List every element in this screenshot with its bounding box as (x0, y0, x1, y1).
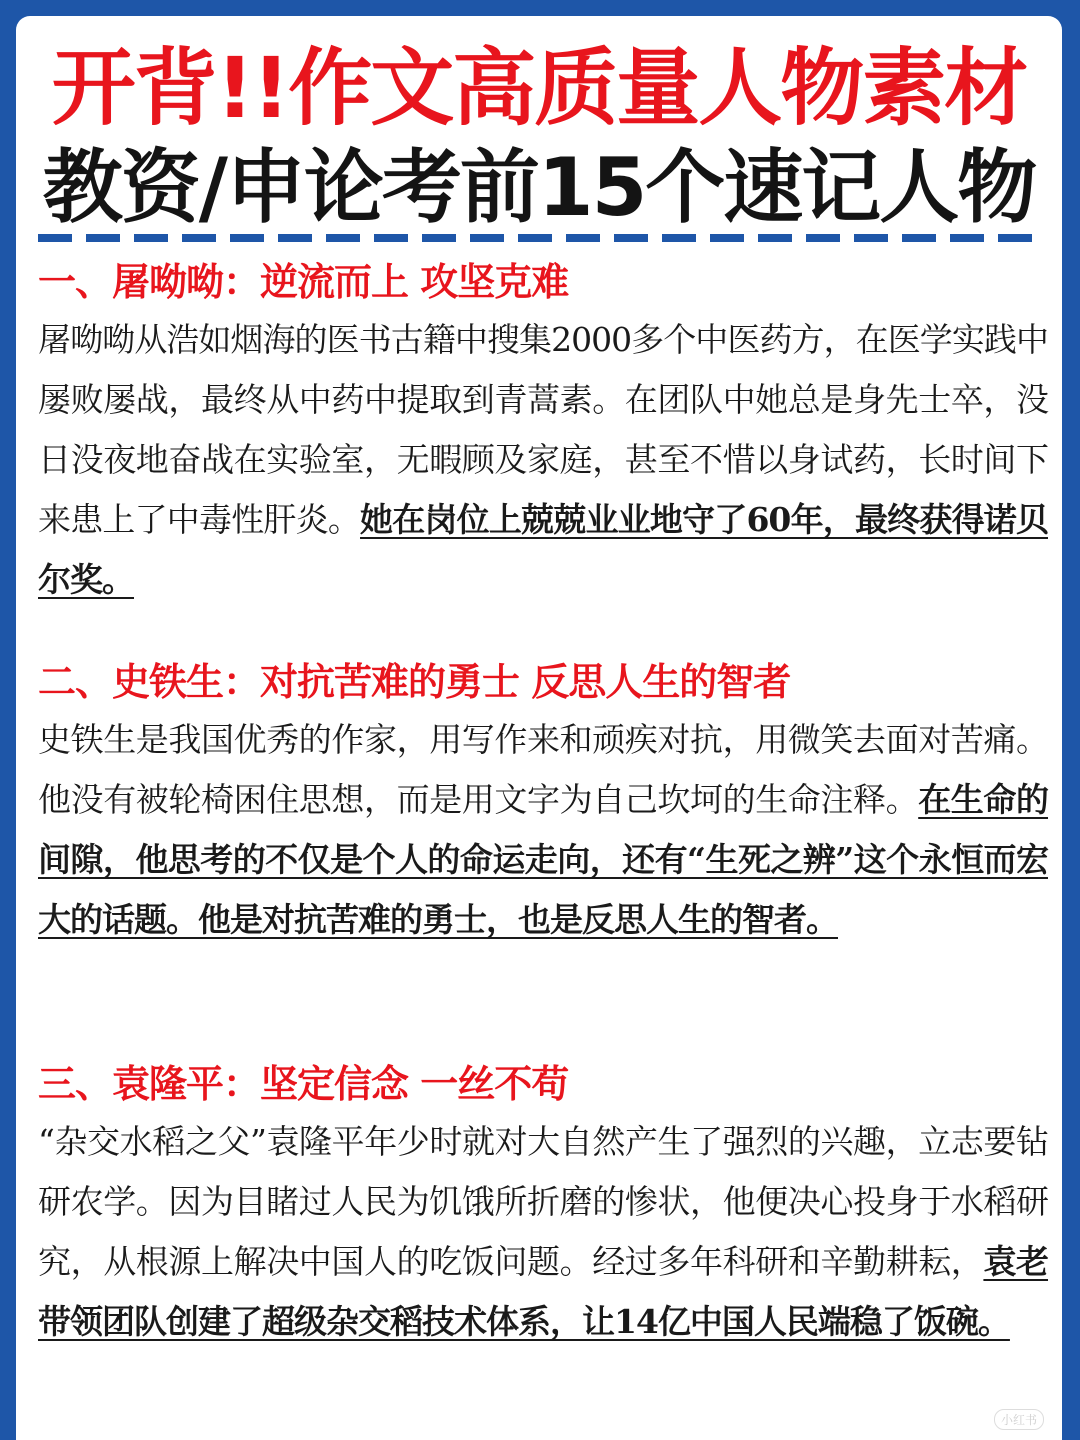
page-frame (16, 16, 1062, 1440)
body-text: 屠呦呦从浩如烟海的医书古籍中搜集2000多个中医药方，在医学实践中屡败屡战，最终从中药中提取到青蒿素。在团队中她总是身先士卒，没日没夜地奋战在实验室，无暇顾及家庭，甚至不惜以身试药，长时间下来患上了中毒性肝炎。 (38, 320, 1048, 539)
section-body (38, 310, 1048, 610)
dashed-divider (38, 234, 1038, 242)
highlight-text: 袁老带领团队创建了超级杂交稻技术体系，让14亿中国人民端稳了饭碗。 (38, 1242, 1049, 1341)
section-body (38, 710, 1048, 950)
section-body (38, 1112, 1048, 1352)
section-shi-tiesheng (38, 654, 1048, 950)
highlight-text: 她在岗位上兢兢业业地守了60年，最终获得诺贝尔奖。 (38, 500, 1048, 599)
title-line-1: 开背!!作文高质量人物素材 (51, 39, 1027, 137)
body-text: 史铁生是我国优秀的作家，用写作来和顽疾对抗，用微笑去面对苦痛。他没有被轮椅困住思想，而是用文字为自己坎坷的生命注释。 (38, 720, 1048, 819)
section-yuan-longping (38, 1056, 1048, 1352)
section-heading: 一、屠呦呦：逆流而上 攻坚克难 (38, 260, 569, 304)
section-tu-youyou (38, 254, 1048, 610)
section-heading: 三、袁隆平：坚定信念 一丝不苟 (38, 1062, 569, 1106)
section-heading: 二、史铁生：对抗苦难的勇士 反思人生的智者 (38, 660, 791, 704)
watermark: 小红书 (994, 1409, 1044, 1430)
body-text: “杂交水稻之父”袁隆平年少时就对大自然产生了强烈的兴趣，立志要钻研农学。因为目睹过人民为饥饿所折磨的惨状，他便决心投身于水稻研究，从根源上解决中国人的吃饭问题。经过多年科研和辛勤耕耘， (38, 1122, 1048, 1281)
title-line-2: 教资/申论考前15个速记人物 (42, 141, 1036, 234)
highlight-text: 在生命的间隙，他思考的不仅是个人的命运走向，还有“生死之辨”这个永恒而宏大的话题。他是对抗苦难的勇士，也是反思人生的智者。 (38, 780, 1049, 939)
